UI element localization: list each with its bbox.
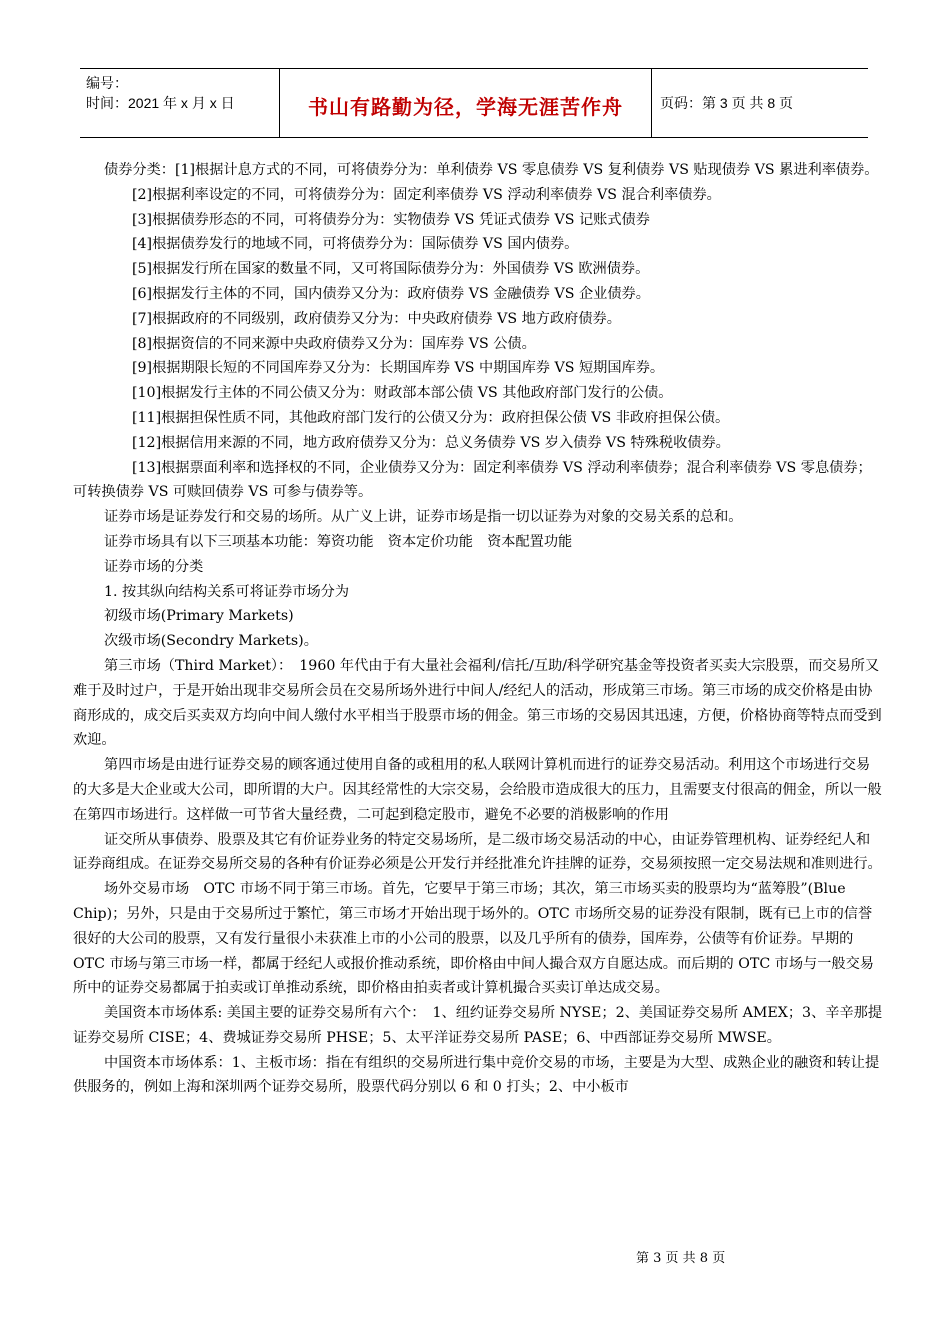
document-number-label: 编号： [86,75,128,91]
paragraph-list-item: [7]根据政府的不同级别，政府债券又分为：中央政府债券 VS 地方政府债券。 [132,310,621,327]
paragraph-fourth-market: 第四市场是由进行证券交易的顾客通过使用自备的或租用的私人联网计算机而进行的证券交易活动。利用这个市场进行交易的大多是大企业或大公司，即所谓的大户。因其经常性的大宗交易，会给股市造成很大的压力，且需要支付很高的佣金，所以一般在第四市场进行。这样做一可节省大量经费，二可起到稳定股市，避免不必要的消极影响的作用 [73,757,882,823]
paragraph-list-item: [10]根据发行主体的不同公债又分为：财政部本部公债 VS 其他政府部门发行的公债。 [132,385,673,402]
paragraph-third-market: 第三市场（Third Market）： 1960 年代由于有大量社会福利/信托/互助/科学研究基金等投资者买卖大宗股票，而交易所又难于及时过户，于是开始出现非交易所会员在交易所场外进行中间人/经纪人的活动，形成第三市场。第三市场的成交价格是由协商形成的，成交后买卖双方均向中间人缴付水平相当于股票市场的佣金。第三市场的交易因其迅速，方便，价格协商等特点而受到欢迎。 [73,657,882,749]
paragraph-stock-exchange: 证交所从事债券、股票及其它有价证券业务的特定交易场所，是二级市场交易活动的中心，由证券管理机构、证券经纪人和证券商组成。在证券交易所交易的各种有价证券必须是公开发行并经批准允许挂牌的证券，交易须按照一定交易法规和准则进行。 [73,831,882,873]
paragraph-us-capital-market: 美国资本市场体系: 美国主要的证券交易所有六个： 1、纽约证券交易所 NYSE；2、美国证券交易所 AMEX；3、辛辛那提证券交易所 CISE；4、费城证券交易所 PHSE；5、太平洋证券交易所 PASE；6、中西部证券交易所 MWSE。 [73,1005,883,1046]
paragraph-market-functions: 证券市场具有以下三项基本功能：筹资功能 资本定价功能 资本配置功能 [104,533,573,550]
document-date-label: 时间：2021 年 x 月 x 日 [86,95,235,111]
paragraph-list-item: [8]根据资信的不同来源中央政府债券又分为：国库券 VS 公债。 [132,335,536,352]
paragraph-list-item: [11]根据担保性质不同，其他政府部门发行的公债又分为：政府担保公债 VS 非政府担保公债。 [132,409,730,426]
paragraph-list-item: [5]根据发行所在国家的数量不同，又可将国际债券分为：外国债券 VS 欧洲债券。 [132,261,650,278]
page-footer: 第 3 页 共 8 页 [636,1251,726,1266]
header-motto-cell [280,69,652,137]
paragraph-otc-market: 场外交易市场 OTC 市场不同于第三市场。首先，它要早于第三市场；其次，第三市场买卖的股票均为“蓝筹股”(Blue Chip)；另外，只是由于交易所过于繁忙，第三市场才开始出现于场外的。OTC 市场所交易的证券没有限制，既有已上市的信誉很好的大公司的股票，又有发行量很小未获准上市的小公司的股票，以及几乎所有的债券，国库券，公债等有价证券。早期的 OTC 市场与第三市场一样，都属于经纪人或报价推动系统，即价格由中间人撮合双方自愿达成。而后期的 OTC 市场与一般交易所中的证券交易都属于拍卖或订单推动系统，即价格由拍卖者或计算机撮合买卖订单达成交易。 [73,881,874,997]
paragraph-list-item: [3]根据债券形态的不同，可将债券分为：实物债券 VS 凭证式债券 VS 记账式债券 [132,211,650,228]
paragraph-structure: 1. 按其纵向结构关系可将证券市场分为 [104,583,350,600]
paragraph-primary-market: 初级市场(Primary Markets) [104,608,294,625]
paragraph-bond-classification: 债券分类：[1]根据计息方式的不同，可将债券分为：单利债券 VS 零息债券 VS 复利债券 VS 贴现债券 VS 累进利率债券。 [104,162,879,178]
page-header [80,68,868,138]
paragraph-list-item: [4]根据债券发行的地域不同，可将债券分为：国际债券 VS 国内债券。 [132,236,579,253]
paragraph-market-classification: 证券市场的分类 [104,558,204,575]
document-body [73,158,883,1100]
header-motto: 书山有路勤为径，学海无涯苦作舟 [308,95,623,119]
paragraph-securities-market: 证券市场是证券发行和交易的场所。从广义上讲，证券市场是指一切以证券为对象的交易关系的总和。 [104,509,743,526]
header-page-number: 页码：第 3 页 共 8 页 [660,95,794,111]
paragraph-list-item: [6]根据发行主体的不同，国内债券又分为：政府债券 VS 金融债券 VS 企业债券。 [132,285,650,302]
paragraph-list-item: [12]根据信用来源的不同，地方政府债券又分为：总义务债券 VS 岁入债券 VS 特殊税收债券。 [132,434,730,451]
paragraph-list-item: [13]根据票面利率和选择权的不同，企业债券又分为：固定利率债券 VS 浮动利率债券；混合利率债券 VS 零息债券；可转换债券 VS 可赎回债券 VS 可参与债券等。 [73,459,872,501]
paragraph-list-item: [9]根据期限长短的不同国库券又分为：长期国库券 VS 中期国库券 VS 短期国库券。 [132,360,665,377]
paragraph-list-item: [2]根据利率设定的不同，可将债券分为：固定利率债券 VS 浮动利率债券 VS 混合利率债券。 [132,186,721,203]
paragraph-secondary-market: 次级市场(Secondry Markets)。 [104,633,318,650]
header-info-cell [80,69,280,137]
header-page-cell [652,69,868,137]
paragraph-china-capital-market: 中国资本市场体系：1、主板市场：指在有组织的交易所进行集中竞价交易的市场，主要是为大型、成熟企业的融资和转让提供服务的，例如上海和深圳两个证券交易所，股票代码分别以 6 和 0 打头；2、中小板市 [73,1054,880,1096]
